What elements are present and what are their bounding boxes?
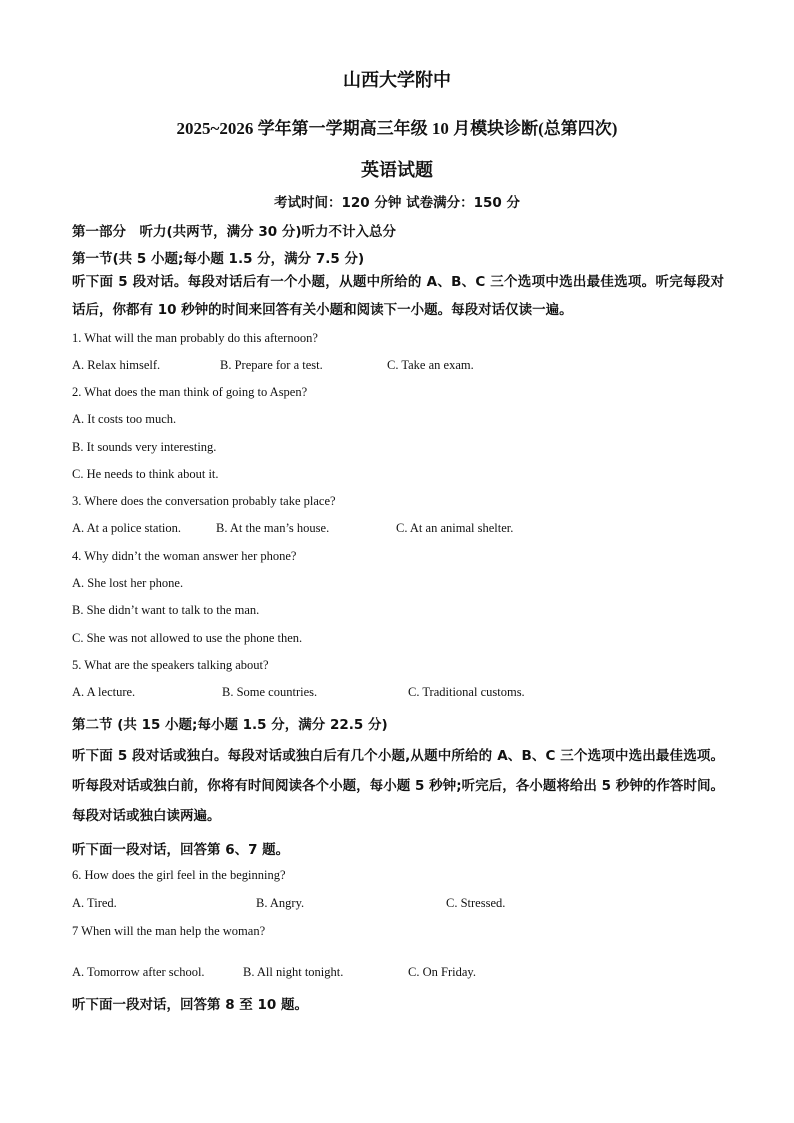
question-3-option-c: C. At an animal shelter.	[396, 521, 514, 535]
question-7-option-b: B. All night tonight.	[243, 965, 344, 979]
question-1-stem: 1. What will the man probably do this afternoon?	[72, 331, 318, 345]
question-6-stem: 6. How does the girl feel in the beginning?	[72, 868, 286, 882]
question-4-option-a: A. She lost her phone.	[72, 576, 184, 590]
school-name: 山西大学附中	[343, 70, 451, 91]
subject-title: 英语试题	[361, 160, 433, 181]
question-1-option-a: A. Relax himself.	[72, 358, 161, 372]
exam-info: 考试时间：120 分钟 试卷满分：150 分	[274, 195, 520, 211]
section2-title: 第二节 (共 15 小题;每小题 1.5 分，满分 22.5 分)	[72, 717, 388, 733]
question-1-option-c: C. Take an exam.	[387, 358, 474, 372]
question-5-stem: 5. What are the speakers talking about?	[72, 658, 269, 672]
question-1-option-b: B. Prepare for a test.	[220, 358, 323, 372]
exam-title: 2025~2026 学年第一学期高三年级 10 月模块诊断(总第四次)	[176, 119, 618, 138]
question-2-option-b: B. It sounds very interesting.	[72, 440, 217, 454]
question-3-option-b: B. At the man’s house.	[216, 521, 330, 535]
question-6-option-a: A. Tired.	[72, 896, 117, 910]
question-2-option-c: C. He needs to think about it.	[72, 467, 219, 481]
question-4-stem: 4. Why didn’t the woman answer her phone?	[72, 549, 297, 563]
question-5-option-a: A. A lecture.	[72, 685, 136, 699]
group-8-10-title: 听下面一段对话，回答第 8 至 10 题。	[72, 997, 308, 1013]
question-3-stem: 3. Where does the conversation probably take place?	[72, 494, 336, 508]
question-4-option-c: C. She was not allowed to use the phone then.	[72, 631, 303, 645]
question-7-option-a: A. Tomorrow after school.	[72, 965, 205, 979]
question-4-option-b: B. She didn’t want to talk to the man.	[72, 603, 260, 617]
group-6-7-title: 听下面一段对话，回答第 6、7 题。	[72, 842, 290, 858]
question-7-option-c: C. On Friday.	[408, 965, 476, 979]
question-3-option-a: A. At a police station.	[72, 521, 182, 535]
section1-title: 第一节(共 5 小题;每小题 1.5 分，满分 7.5 分)	[72, 251, 365, 267]
section1-instructions: 听下面 5 段对话。每段对话后有一个小题，从题中所给的 A、B、C 三个选项中选出最佳选项。听完每段对话后，你都有 10 秒钟的时间来回答有关小题和阅读下一小题。每段对话仅读一遍。	[72, 274, 724, 318]
question-2-stem: 2. What does the man think of going to Aspen?	[72, 385, 308, 399]
question-7-stem: 7 When will the man help the woman?	[72, 924, 266, 938]
question-5-option-b: B. Some countries.	[222, 685, 318, 699]
question-5-option-c: C. Traditional customs.	[408, 685, 525, 699]
question-6-option-b: B. Angry.	[256, 896, 305, 910]
part1-title: 第一部分 听力(共两节，满分 30 分)听力不计入总分	[72, 224, 397, 240]
question-6-option-c: C. Stressed.	[446, 896, 506, 910]
section2-instructions: 听下面 5 段对话或独白。每段对话或独白后有几个小题,从题中所给的 A、B、C 三个选项中选出最佳选项。听每段对话或独白前，你将有时间阅读各个小题，每小题 5 秒钟;听完后，各小题将给出 5 秒钟的作答时间。每段对话或独白读两遍。	[72, 748, 724, 824]
question-2-option-a: A. It costs too much.	[72, 412, 177, 426]
